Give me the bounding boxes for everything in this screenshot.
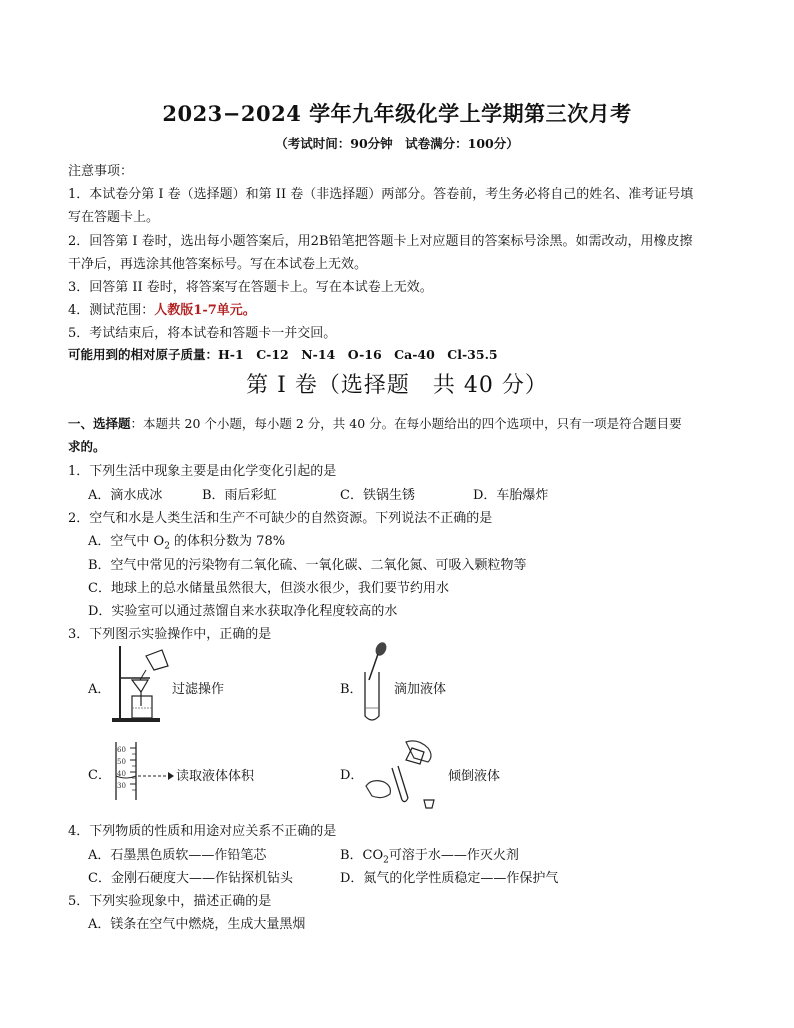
filtration-diagram xyxy=(110,642,172,724)
q3-option-d-label: 倾倒液体 xyxy=(448,769,501,784)
note-3: 3．回答第 II 卷时，将答案写在答题卡上。写在本试卷上无效。 xyxy=(68,280,433,295)
section-instructions-cont: 求的。 xyxy=(68,439,106,454)
tick-30: 30 xyxy=(117,782,126,790)
exam-subtitle: （考试时间：90分钟 试卷满分：100分） xyxy=(275,136,519,151)
note-1: 1．本试卷分第 I 卷（选择题）和第 II 卷（非选择题）两部分。答卷前，考生务必将自己的姓名、准考证号填 xyxy=(68,187,694,202)
q3-option-a-label: 过滤操作 xyxy=(172,682,225,697)
q3-option-d-letter: D． xyxy=(340,768,364,783)
q3-option-b-label: 滴加液体 xyxy=(394,682,447,697)
q2-option-a xyxy=(88,530,285,552)
q3-option-b-letter: B． xyxy=(340,682,363,697)
q1-option-d: D．车胎爆炸 xyxy=(473,488,549,503)
q3-option-c-letter: C． xyxy=(88,768,111,783)
test-range: 人教版1-7单元。 xyxy=(154,303,256,318)
note-2: 2．回答第 I 卷时，选出每小题答案后，用2B铅笔把答题卡上对应题目的答案标号涂黑。如需改动，用橡皮擦 xyxy=(68,234,693,249)
q1-option-b: B．雨后彩虹 xyxy=(202,488,277,503)
instr-bold: 一、选择题 xyxy=(68,416,131,431)
q2-a-post: 的体积分数为 78% xyxy=(169,534,286,549)
q2-option-c: C．地球上的总水储量虽然很大，但淡水很少，我们要节约用水 xyxy=(88,581,449,596)
q4-option-b xyxy=(340,844,519,866)
q4-option-d: D．氮气的化学性质稳定——作保护气 xyxy=(340,871,559,886)
q3-stem: 3．下列图示实验操作中，正确的是 xyxy=(68,627,272,642)
exam-title: 2023−2024 学年九年级化学上学期第三次月考 xyxy=(162,101,632,126)
atomic-masses: 可能用到的相对原子质量：H-1 C-12 N-14 O-16 Ca-40 Cl-35.5 xyxy=(68,347,498,362)
q1-option-a: A．滴水成冰 xyxy=(88,488,163,503)
q4-b-sub: 2 xyxy=(383,855,389,866)
q1-option-c: C．铁锅生锈 xyxy=(340,488,415,503)
q2-option-b: B．空气中常见的污染物有二氧化硫、一氧化碳、二氧化氮、可吸入颗粒物等 xyxy=(88,558,527,573)
q5-stem: 5．下列实验现象中，描述正确的是 xyxy=(68,894,272,909)
q2-option-d: D．实验室可以通过蒸馏自来水获取净化程度较高的水 xyxy=(88,604,398,619)
section-instructions xyxy=(68,414,682,432)
q2-a-sub: 2 xyxy=(164,541,170,552)
tick-60: 60 xyxy=(117,746,126,754)
note-1-cont: 写在答题卡上。 xyxy=(68,210,160,225)
q4-option-c: C．金刚石硬度大——作钻探机钻头 xyxy=(88,871,293,886)
tick-50: 50 xyxy=(117,758,126,766)
q4-b-pre: B．CO xyxy=(340,848,384,863)
q3-option-c-label: 读取液体体积 xyxy=(176,769,255,784)
q2-a-pre: A．空气中 O xyxy=(88,534,165,549)
q2-stem: 2．空气和水是人类生活和生产不可缺少的自然资源。下列说法不正确的是 xyxy=(68,511,493,526)
note-5: 5．考试结束后，将本试卷和答题卡一并交回。 xyxy=(68,326,337,341)
note-4 xyxy=(68,299,256,318)
pouring-liquid-diagram xyxy=(362,738,440,810)
instr-text: ：本题共 20 个小题，每小题 2 分，共 40 分。在每小题给出的四个选项中，只有一项是符合题目要 xyxy=(130,416,682,431)
tick-40: 40 xyxy=(117,770,126,778)
q5-option-a: A．镁条在空气中燃烧，生成大量黑烟 xyxy=(88,917,306,932)
dropping-liquid-diagram xyxy=(360,640,390,724)
q4-stem: 4．下列物质的性质和用途对应关系不正确的是 xyxy=(68,824,337,839)
q1-stem: 1．下列生活中现象主要是由化学变化引起的是 xyxy=(68,464,337,479)
note-2-cont: 干净后，再选涂其他答案标号。写在本试卷上无效。 xyxy=(68,257,368,272)
notes-heading: 注意事项： xyxy=(68,164,134,179)
q4-option-a: A．石墨黑色质软——作铅笔芯 xyxy=(88,848,267,863)
q3-option-a-letter: A． xyxy=(88,682,111,697)
cylinder-tick-labels xyxy=(117,744,126,792)
section-title: 第 I 卷（选择题 共 40 分） xyxy=(246,373,548,398)
q4-b-post: 可溶于水——作灭火剂 xyxy=(388,848,519,863)
note-4-prefix: 4．测试范围： xyxy=(68,303,155,318)
